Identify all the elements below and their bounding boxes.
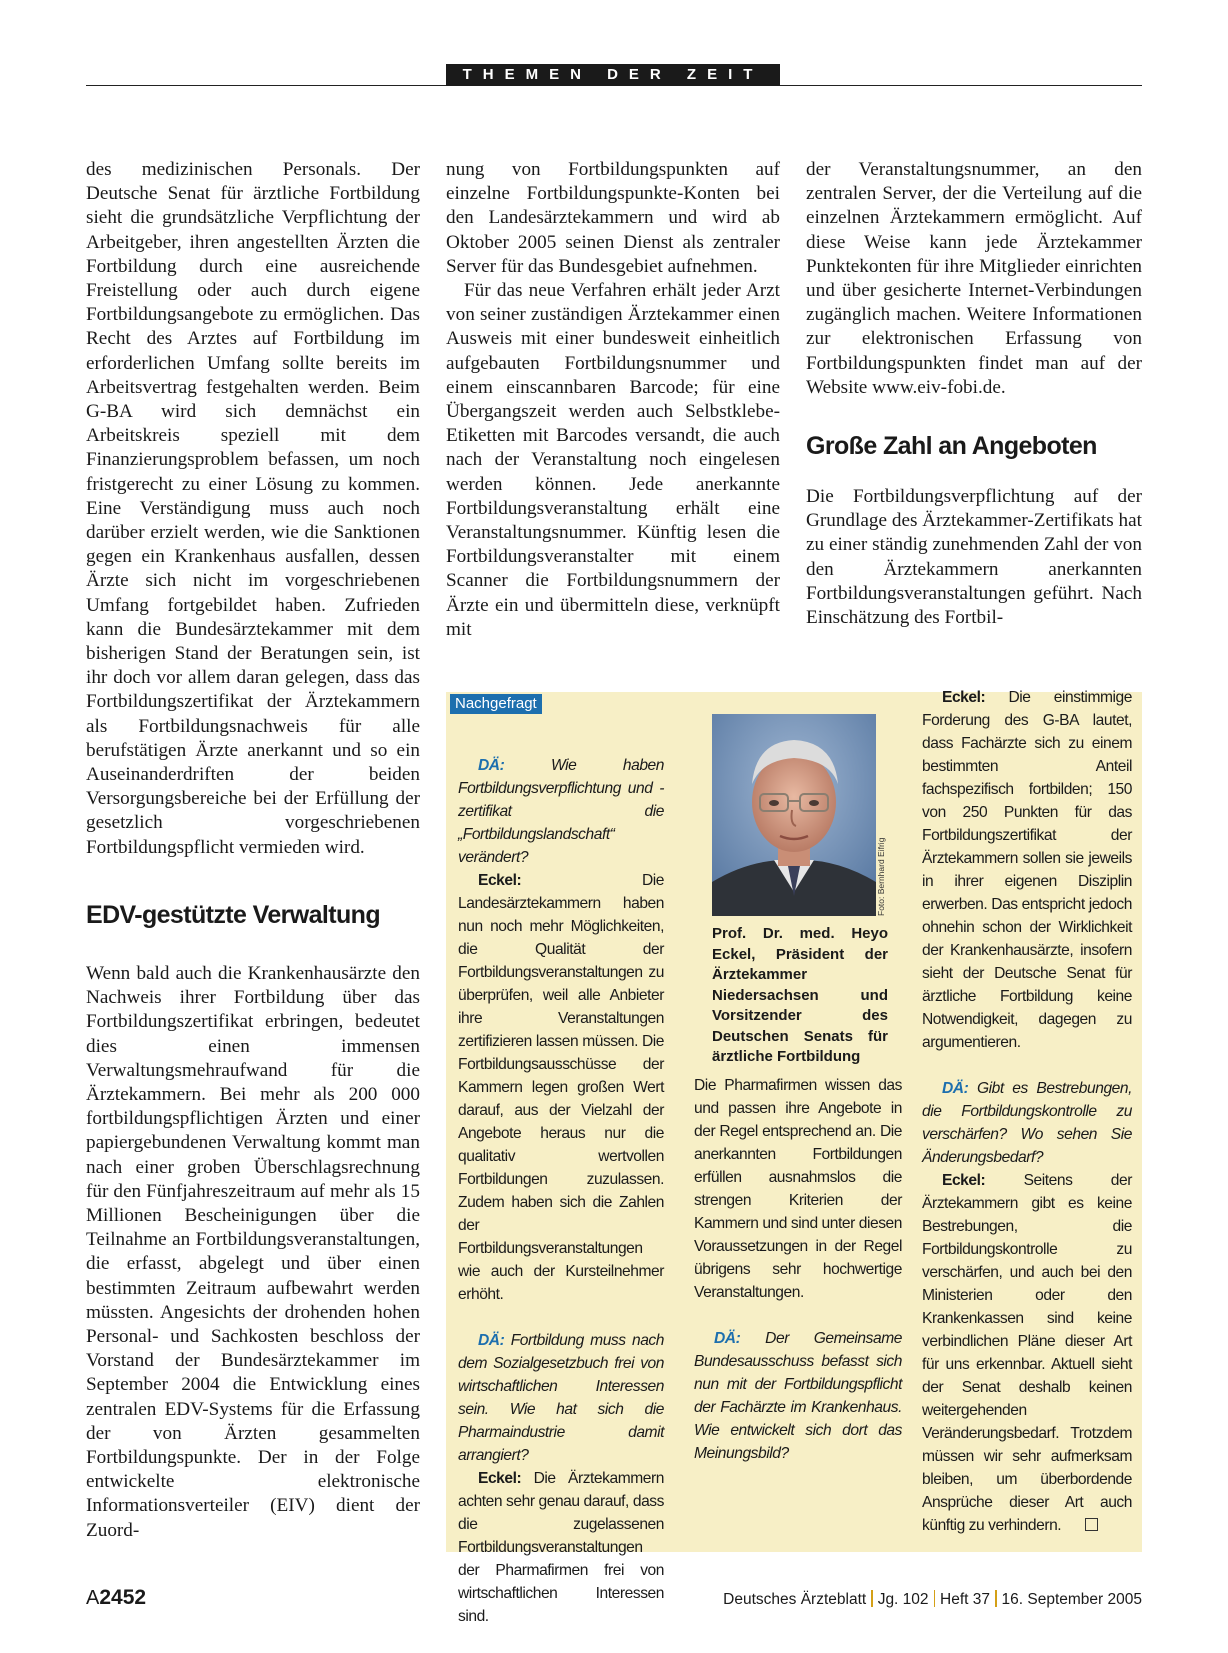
page-prefix: A: [86, 1587, 100, 1609]
footer-separator: [934, 1590, 936, 1607]
interview-tag: Nachgefragt: [450, 694, 542, 714]
photo-credit: Foto: Bernhard Eifrig: [876, 837, 886, 916]
speaker-label: Eckel:: [942, 1172, 986, 1189]
interview-column-2: [694, 1074, 902, 1465]
da-label: DÄ:: [478, 757, 505, 774]
interview-answer: Die Ärztekammern achten sehr genau darauf, dass die zugelassenen Fortbildungsveranstaltungen der Pharmafirmen frei von wirtschaftlichen Interessen sind.: [458, 1470, 664, 1625]
da-label: DÄ:: [478, 1332, 505, 1349]
article-column-2: [446, 158, 780, 642]
section-heading: EDV-gestützte Verwaltung: [86, 900, 380, 929]
page-number: [86, 1586, 146, 1610]
interview-answer: Die einstimmige Forderung des G-BA lautet, dass Fachärzte sich zu einem bestimmten Anteil fachspezifisch fortbilden; 150 von 250 Punkten für das Fortbildungszertifikat der Ärztekammern sollen sie jeweils in ihrer eigenen Disziplin erwerben. Das entspricht jedoch ohnehin schon der Wirklichkeit der Krankenhausärzte, insofern sieht der Deutsche Senat für ärztliche Fortbildung keine Notwendigkeit, dagegen zu argumentieren.: [922, 689, 1132, 1051]
section-header: THEMEN DER ZEIT: [446, 64, 780, 86]
interview-answer: Die Landesärztekammern haben nun noch mehr Möglichkeiten, die Qualität der Fortbildungsveranstaltungen zu überprüfen, weil alle Anbieter ihre Veranstaltungen zertifizieren lassen müssen. Die Fortbildungsausschüsse der Kammern legen großen Wert darauf, aus der Vielzahl der Angebote heraus nur die qualitativ wertvollen Fortbildungen zuzulassen. Zudem haben sich die Zahlen der Fortbildungsveranstaltungen wie auch der Kursteilnehmer erhöht.: [458, 872, 664, 1303]
portrait-photo: [712, 714, 876, 916]
article-paragraph: der Veranstaltungsnummer, an den zentralen Server, der die Verteilung auf die einzelnen Ärztekammern ermöglicht. Auf diese Weise kann jede Ärztekammer Punktekonten für ihre Mitglieder einrichten und über gesicherte Internet-Verbindungen zugänglich machen. Weitere Informationen zur elektronischen Erfassung von Fortbildungspunkten findet man auf der Website www.eiv-fobi.de.: [806, 159, 1142, 398]
article-paragraph: nung von Fortbildungspunkten auf einzelne Fortbildungspunkte-Konten bei den Landesärztekammern und wird ab Oktober 2005 seinen Dienst als zentraler Server für das Bundesgebiet aufnehmen.: [446, 159, 780, 277]
journal-volume: Jg. 102: [877, 1591, 929, 1608]
speaker-label: Eckel:: [478, 1470, 522, 1487]
footer-citation: [723, 1590, 1142, 1609]
portrait-image: [712, 714, 876, 916]
journal-name: Deutsches Ärzteblatt: [723, 1591, 867, 1608]
article-paragraph: Die Fortbildungsverpflichtung auf der Grundlage des Ärztekammer-Zertifikats hat zu einer ständig zunehmenden Zahl der von den Ärztekammern anerkannten Fortbildungsveranstaltungen geführt. Nach Einschätzung des Fortbil-: [806, 486, 1142, 629]
interview-question: Der Gemeinsame Bundesausschuss befasst sich nun mit der Fortbildungspflicht der Fachärzte im Krankenhaus. Wie entwickelt sich dort das Meinungsbild?: [694, 1330, 902, 1462]
article-paragraph: Für das neue Verfahren erhält jeder Arzt von seiner zuständigen Ärztekammer einen Ausweis mit einer bundesweit einheitlich aufgebauten Fortbildungsnummer und einem einscannbaren Barcode; für eine Übergangszeit werden auch Selbstklebe-Etiketten mit Barcodes versandt, die auch nach der Veranstaltung noch eingelesen werden können. Jede anerkannte Fortbildungsveranstaltung erhält eine Veranstaltungsnummer. Künftig lesen die Fortbildungsveranstalter mit einem Scanner die Fortbildungsnummern der Ärzte ein und übermitteln diese, verknüpft mit: [446, 280, 780, 640]
speaker-label: Eckel:: [478, 872, 522, 889]
article-column-3: [806, 158, 1142, 630]
interview-answer: Seitens der Ärztekammern gibt es keine Bestrebungen, die Fortbildungskontrolle zu verschärfen, und auch bei den Ministerien oder den Krankenkassen sind keine verbindlichen Pläne dieser Art für uns erkennbar. Aktuell sieht der Senat deshalb keinen weitergehenden Veränderungsbedarf. Trotzdem müssen wir sehr aufmerksam bleiben, um überbordende Ansprüche dieser Art auch künftig zu verhindern.: [922, 1172, 1132, 1534]
interview-question: Wie haben Fortbildungsverpflichtung und -zertifikat die „Fortbildungslandschaft“ verändert?: [458, 757, 664, 866]
journal-issue: Heft 37: [940, 1591, 991, 1608]
section-heading: Große Zahl an Angeboten: [806, 432, 1097, 461]
journal-date: 16. September 2005: [1001, 1591, 1142, 1608]
speaker-label: Eckel:: [942, 689, 986, 706]
da-label: DÄ:: [942, 1080, 969, 1097]
photo-caption: Prof. Dr. med. Heyo Eckel, Präsident der Ärztekammer Niedersachsen und Vorsitzender des Deutschen Senats für ärztliche Fortbildung: [712, 925, 888, 1065]
interview-answer: Die Pharmafirmen wissen das und passen ihre Angebote in der Regel entsprechend an. Die anerkannten Fortbildungen erfüllen ausnahmslos die strengen Kriterien der Kammern und sind unter diesen Voraussetzungen in der Regel übrigens sehr hochwertige Veranstaltungen.: [694, 1077, 902, 1301]
footer-separator: [995, 1590, 997, 1607]
article-column-1: [86, 158, 420, 1543]
da-label: DÄ:: [714, 1330, 741, 1347]
interview-question: Gibt es Bestrebungen, die Fortbildungskontrolle zu verschärfen? Wo sehen Sie Änderungsbedarf?: [922, 1080, 1132, 1166]
footer-separator: [871, 1590, 873, 1607]
interview-column-1: [458, 754, 664, 1628]
interview-question: Fortbildung muss nach dem Sozialgesetzbuch frei von wirtschaftlichen Interessen sein. Wie hat sich die Pharmaindustrie damit arrangiert?: [458, 1332, 664, 1464]
end-mark-icon: [1085, 1518, 1098, 1531]
article-paragraph: des medizinischen Personals. Der Deutsche Senat für ärztliche Fortbildung sieht die grundsätzliche Verpflichtung der Arbeitgeber, ihren angestellten Ärzten die Fortbildung durch eine ausreichende Freistellung oder auch durch eigene Fortbildungsangebote zu ermöglichen. Das Recht des Arztes auf Fortbildung im erforderlichen Umfang sollte bereits im Arbeitsvertrag festgehalten werden. Beim G-BA wird sich demnächst ein Arbeitskreis speziell mit dem Finanzierungsproblem befassen, um noch fristgerecht zu einer Lösung zu kommen. Eine Verständigung muss auch noch darüber erzielt werden, wie die Sanktionen gegen ein Krankenhaus ausfallen, dessen Ärzte sich nicht im vorgeschriebenen Umfang fortgebildet haben. Zufrieden kann die Bundesärztekammer mit dem bisherigen Stand der Beratungen sein, ist ihr doch vor allem daran gelegen, dass das Fortbildungszertifikat der Ärztekammern als Fortbildungsnachweis für alle berufstätigen Ärzte anerkannt und so ein Auseinanderdriften der beiden Versorgungsbereiche bei der Erfüllung der gesetzlich vorgeschriebenen Fortbildungspflicht vermieden wird.: [86, 159, 420, 858]
article-paragraph: Wenn bald auch die Krankenhausärzte den Nachweis ihrer Fortbildung über das Fortbildungszertifikat erbringen, bedeutet dies einen immensen Verwaltungsmehraufwand für die Ärztekammern. Bei mehr als 200 000 fortbildungspflichtigen Ärzten und einer papiergebundenen Verwaltung kommt man nach einer groben Überschlagsrechnung für den Fünfjahreszeitraum auf mehr als 15 Millionen Bescheinigungen über die Teilnahme an Fortbildungsveranstaltungen, die erfasst, abgelegt und über einen bestimmten Zeitraum aufbewahrt werden müssten. Angesichts der drohenden hohen Personal- und Sachkosten beschloss der Vorstand der Bundesärztekammer im September 2004 die Entwicklung eines zentralen EDV-Systems für die Erfassung der von Ärzten gesammelten Fortbildungspunkte. Der in der Folge entwickelte elektronische Informationsverteiler (EIV) dient der Zuord-: [86, 962, 420, 1541]
page-number-value: 2452: [99, 1586, 147, 1609]
interview-column-3: [922, 686, 1132, 1537]
